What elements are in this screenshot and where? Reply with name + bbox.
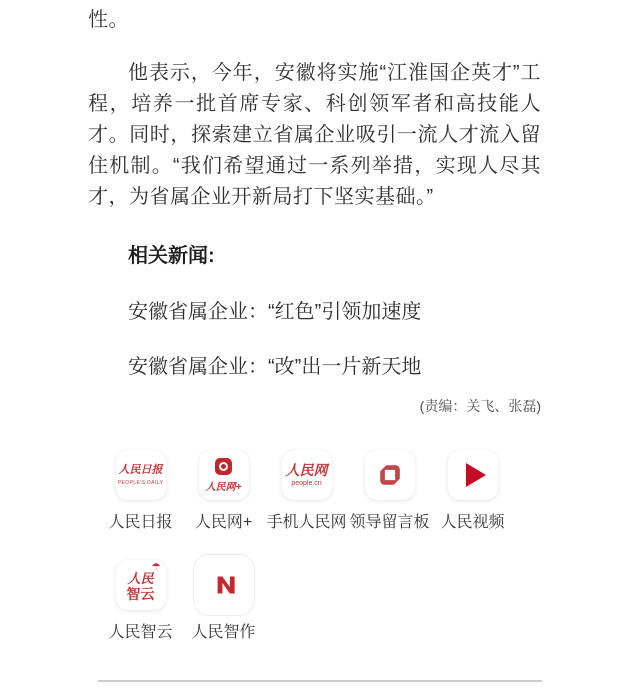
people-net-plus-app-icon xyxy=(199,450,249,500)
people-net-logo-text: 人民网 xyxy=(285,462,328,478)
angular-n-logo-icon xyxy=(207,568,241,602)
editor-credit: (责编：关飞、张磊) xyxy=(419,398,541,414)
app-item-people-video[interactable] xyxy=(431,450,514,532)
globe-ring-icon xyxy=(219,462,228,471)
article-paragraph: 他表示，今年，安徽将实施“江淮国企英才”工程，培养一批首席专家、科创领军者和高技能人才。同时，探索建立省属企业吸引一流人才流入留住机制。“我们希望通过一系列举措，实现人尽其才，为省属企业开新局打下坚实基础。” xyxy=(88,62,541,208)
people-daily-app-icon xyxy=(116,450,166,500)
related-link-2[interactable]: 安徽省属企业：“改”出一片新天地 xyxy=(128,356,422,378)
people-zhizuo-app-icon xyxy=(193,554,255,616)
leader-message-board-app-icon xyxy=(365,450,415,500)
bottom-divider xyxy=(98,680,542,682)
people-daily-logo-text: 人民日报 xyxy=(118,464,163,476)
app-links-row-2 xyxy=(99,560,541,642)
app-label-leader-message-board: 领导留言板 xyxy=(349,514,430,531)
app-item-people-zhiyun[interactable] xyxy=(99,560,182,642)
app-label-people-zhiyun: 人民智云 xyxy=(108,624,173,641)
square-bracket-logo-icon xyxy=(376,461,404,489)
app-item-people-zhizuo[interactable] xyxy=(182,560,265,642)
app-label-mobile-people-net: 手机人民网 xyxy=(266,514,347,531)
people-video-app-icon xyxy=(448,450,498,500)
umbrella-icon: ☂ xyxy=(151,562,161,573)
mobile-people-net-app-icon xyxy=(282,450,332,500)
app-links-row-1 xyxy=(99,450,541,532)
related-link-1[interactable]: 安徽省属企业：“红色”引领加速度 xyxy=(128,301,422,323)
app-label-people-net-plus: 人民网+ xyxy=(194,514,253,531)
play-icon xyxy=(466,463,486,487)
app-item-people-daily[interactable] xyxy=(99,450,182,532)
app-label-people-daily: 人民日报 xyxy=(108,514,173,531)
zhiyun-logo-text-line1: 人民 xyxy=(127,571,154,586)
paragraph-fragment: 性。 xyxy=(88,9,129,31)
app-label-people-video: 人民视频 xyxy=(440,514,505,531)
app-item-people-net-plus[interactable] xyxy=(182,450,265,532)
related-news-heading: 相关新闻: xyxy=(128,245,215,267)
people-zhiyun-app-icon xyxy=(116,560,166,610)
app-item-leader-message-board[interactable] xyxy=(348,450,431,532)
app-label-people-zhizuo: 人民智作 xyxy=(191,624,256,641)
people-net-plus-badge-icon xyxy=(215,458,232,475)
app-item-mobile-people-net[interactable] xyxy=(265,450,348,532)
zhiyun-logo-text-line2: 智云 xyxy=(126,586,155,602)
people-net-plus-logo-text: 人民网+ xyxy=(205,481,242,493)
people-daily-logo-subtext: PEOPLE'S DAILY xyxy=(117,480,164,486)
people-cn-logo-subtext: people.cn xyxy=(291,480,322,487)
